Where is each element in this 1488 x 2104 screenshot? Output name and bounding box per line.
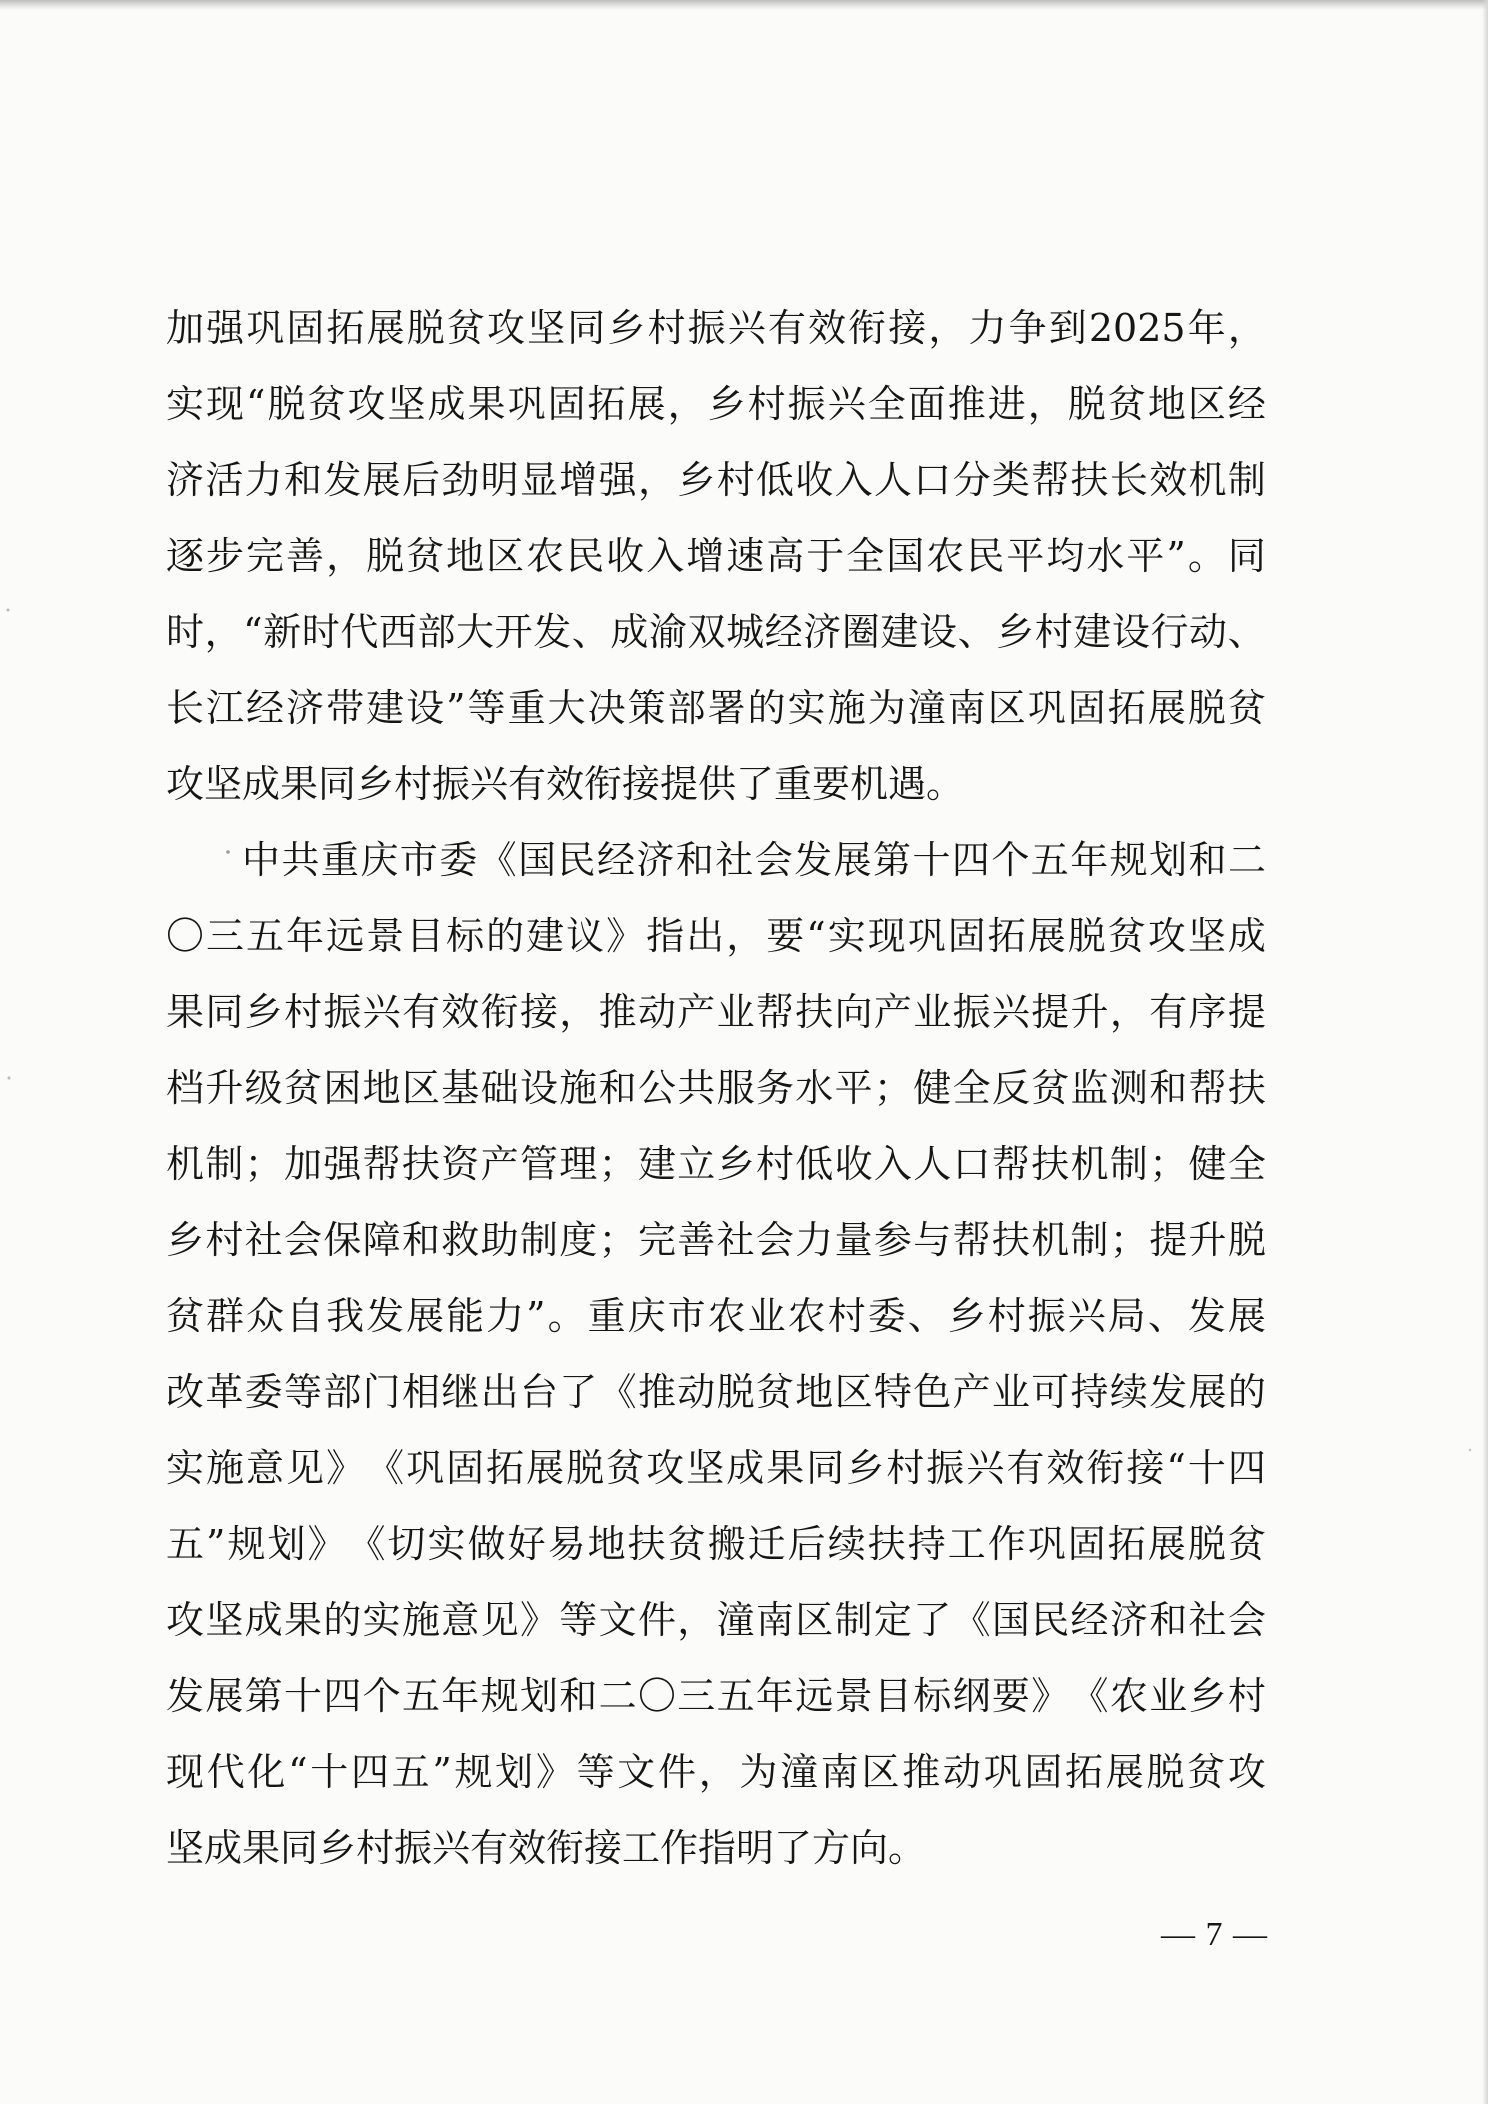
- text-line: 长 江 经 济 带 建 设 ” 等 重 大 决 策 部 署 的 实 施 为 潼 南 区 巩 固 拓 展 脱 贫: [166, 686, 1266, 730]
- text-line: 实 施 意 见 》 《 巩 固 拓 展 脱 贫 攻 坚 成 果 同 乡 村 振 兴 有 效 衔 接 “ 十 四: [166, 1446, 1266, 1490]
- text-line: 时 ， “ 新 时 代 西 部 大 开 发 、 成 渝 双 城 经 济 圈 建 设 、 乡 村 建 设 行 动 、: [166, 610, 1266, 654]
- text-line: 逐 步 完 善 ， 脱 贫 地 区 农 民 收 入 增 速 高 于 全 国 农 民 平 均 水 平 ” 。 同: [166, 534, 1266, 578]
- text-line: 机 制 ； 加 强 帮 扶 资 产 管 理 ； 建 立 乡 村 低 收 入 人 口 帮 扶 机 制 ； 健 全: [166, 1142, 1266, 1186]
- text-line: 改 革 委 等 部 门 相 继 出 台 了 《 推 动 脱 贫 地 区 特 色 产 业 可 持 续 发 展 的: [166, 1370, 1266, 1414]
- text-line: 〇 三 五 年 远 景 目 标 的 建 议 》 指 出 ， 要 “ 实 现 巩 固 拓 展 脱 贫 攻 坚 成: [166, 914, 1266, 958]
- text-line: 攻 坚 成 果 的 实 施 意 见 》 等 文 件 ， 潼 南 区 制 定 了 《 国 民 经 济 和 社 会: [166, 1598, 1266, 1642]
- text-line: 果 同 乡 村 振 兴 有 效 衔 接 ， 推 动 产 业 帮 扶 向 产 业 振 兴 提 升 ， 有 序 提: [166, 990, 1266, 1034]
- paragraph: [166, 822, 1266, 1886]
- text-line: 乡 村 社 会 保 障 和 救 助 制 度 ； 完 善 社 会 力 量 参 与 帮 扶 机 制 ； 提 升 脱: [166, 1218, 1266, 1262]
- text-line: 实 现 “ 脱 贫 攻 坚 成 果 巩 固 拓 展 ， 乡 村 振 兴 全 面 推 进 ， 脱 贫 地 区 经: [166, 382, 1266, 426]
- text-line: 贫 群 众 自 我 发 展 能 力 ” 。 重 庆 市 农 业 农 村 委 、 乡 村 振 兴 局 、 发 展: [166, 1294, 1266, 1338]
- text-line: 济 活 力 和 发 展 后 劲 明 显 增 强 ， 乡 村 低 收 入 人 口 分 类 帮 扶 长 效 机 制: [166, 458, 1266, 502]
- text-line: 现 代 化 “ 十 四 五 ” 规 划 》 等 文 件 ， 为 潼 南 区 推 动 巩 固 拓 展 脱 贫 攻: [166, 1750, 1266, 1794]
- text-line: 坚成果同乡村振兴有效衔接工作指明了方向。: [166, 1826, 927, 1870]
- text-line: 档 升 级 贫 困 地 区 基 础 设 施 和 公 共 服 务 水 平 ； 健 全 反 贫 监 测 和 帮 扶: [166, 1066, 1266, 1110]
- text-line: 五 ” 规 划 》 《 切 实 做 好 易 地 扶 贫 搬 迁 后 续 扶 持 工 作 巩 固 拓 展 脱 贫: [166, 1522, 1266, 1566]
- text-line: 中 共 重 庆 市 委 《 国 民 经 济 和 社 会 发 展 第 十 四 个 五 年 规 划 和 二: [242, 838, 1266, 882]
- text-line: 攻坚成果同乡村振兴有效衔接提供了重要机遇。: [166, 762, 965, 806]
- text-line: 发 展 第 十 四 个 五 年 规 划 和 二 〇 三 五 年 远 景 目 标 纲 要 》 《 农 业 乡 村: [166, 1674, 1266, 1718]
- page-number: — 7 —: [1161, 1916, 1268, 1953]
- document-body: [166, 290, 1266, 1886]
- text-line: 加 强 巩 固 拓 展 脱 贫 攻 坚 同 乡 村 振 兴 有 效 衔 接 ， 力 争 到 2025 年 ，: [166, 306, 1266, 350]
- paragraph: [166, 290, 1266, 822]
